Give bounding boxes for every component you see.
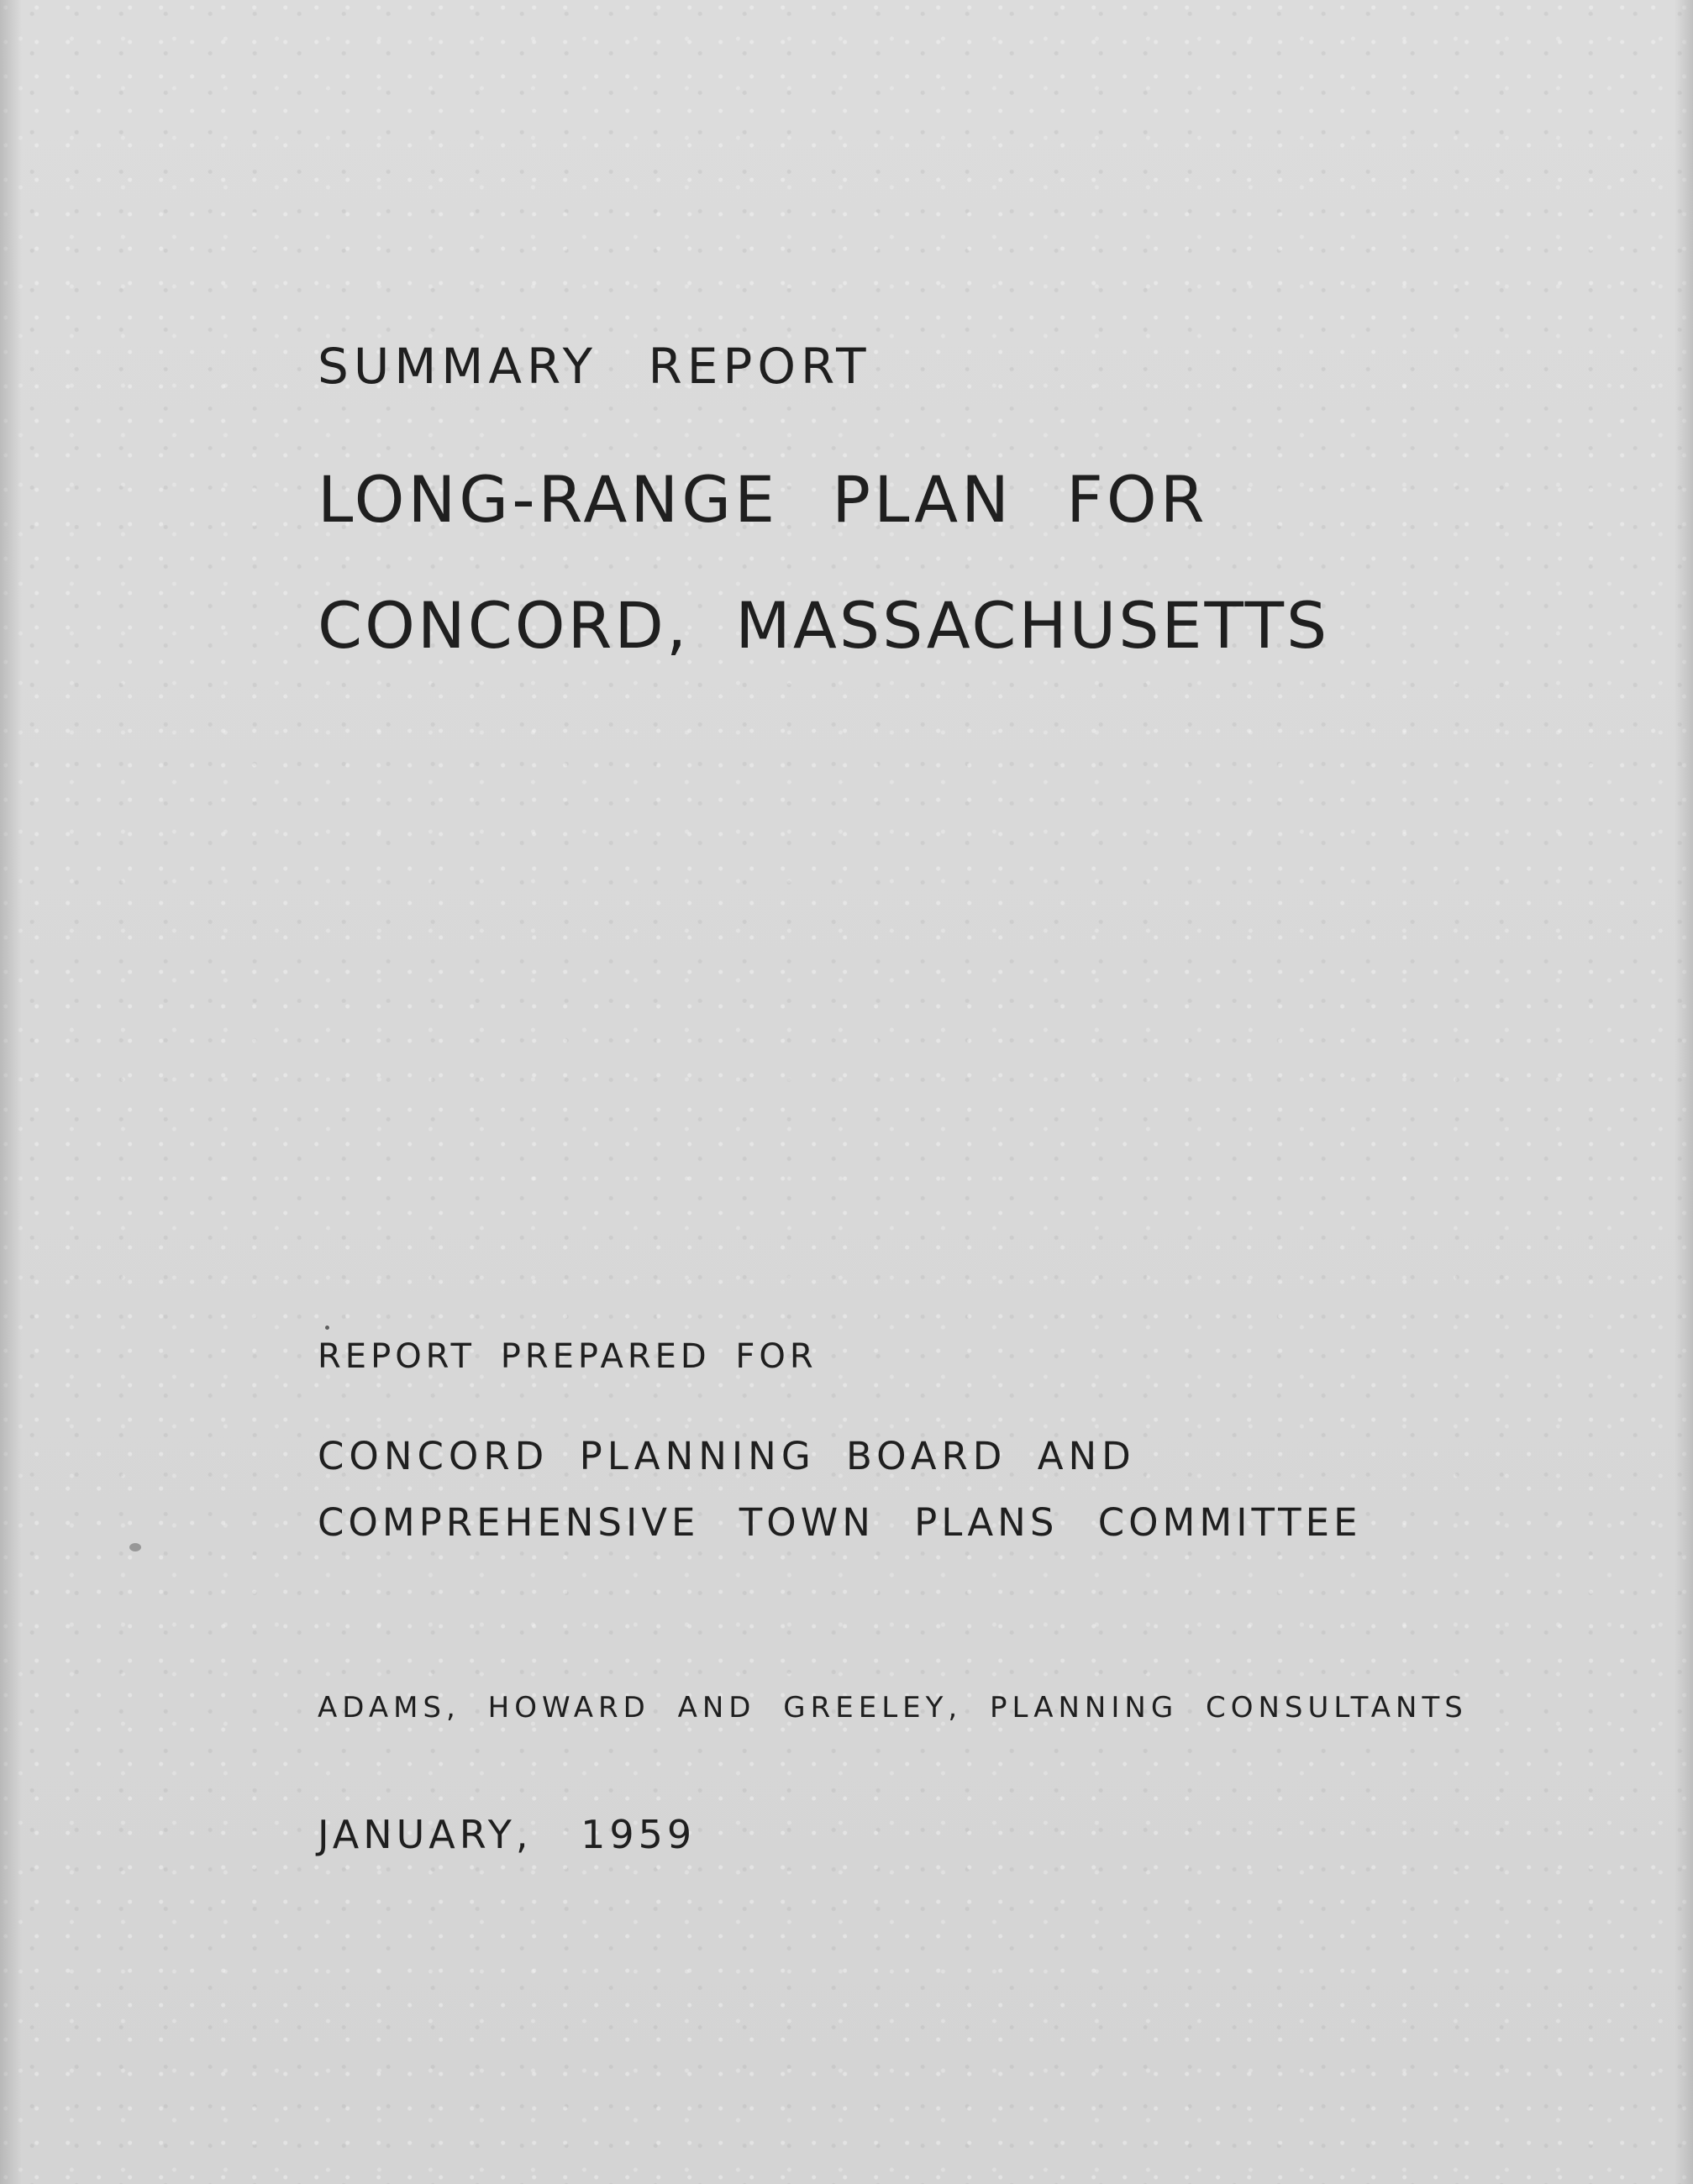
planning-consultants: ADAMS, HOWARD AND GREELEY, PLANNING CONSULTANTS [318, 1691, 1468, 1725]
summary-report-heading: SUMMARY REPORT [318, 338, 871, 395]
document-title-line-1: LONG-RANGE PLAN FOR [318, 462, 1208, 537]
organization-line-2: COMPREHENSIVE TOWN PLANS COMMITTEE [318, 1500, 1362, 1545]
page-right-edge [1675, 0, 1693, 2184]
document-title-line-2: CONCORD, MASSACHUSETTS [318, 588, 1330, 663]
paper-dot [325, 1326, 329, 1330]
paper-speck [129, 1543, 141, 1551]
organization-line-1: CONCORD PLANNING BOARD AND [318, 1434, 1136, 1478]
page-left-edge [0, 0, 22, 2184]
prepared-for-label: REPORT PREPARED FOR [318, 1337, 818, 1376]
publication-date: JANUARY, 1959 [318, 1812, 697, 1857]
